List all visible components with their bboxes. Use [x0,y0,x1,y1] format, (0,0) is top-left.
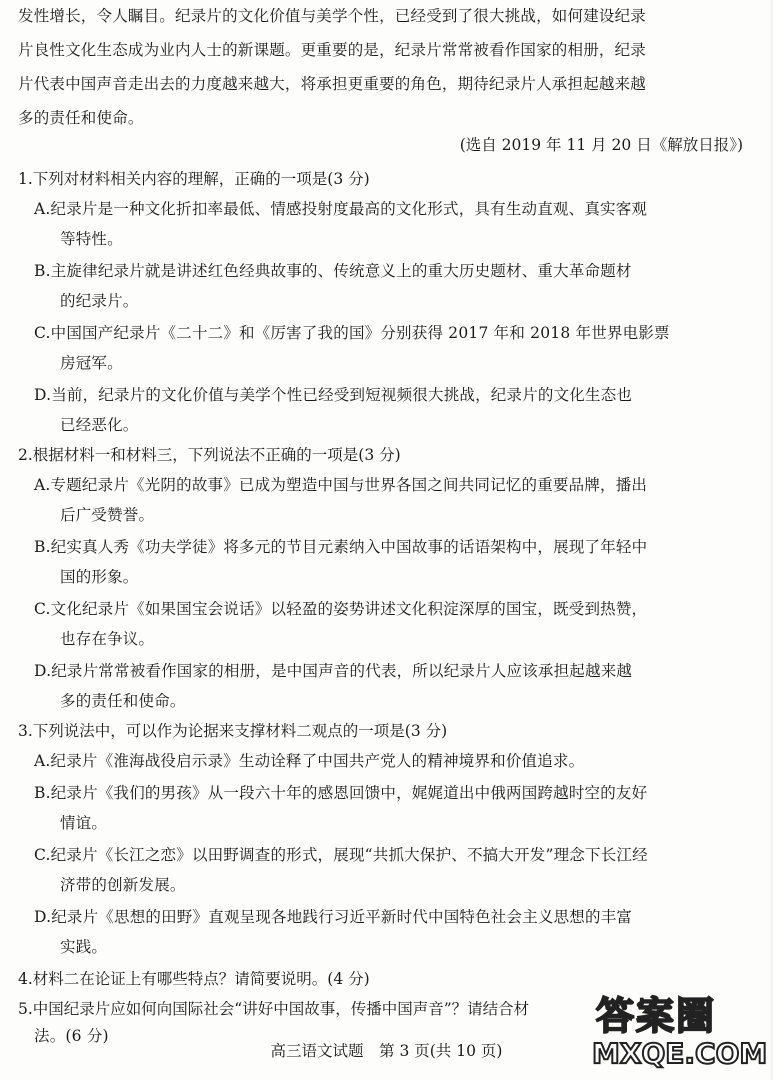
q3-option-b-line-1 [34,778,647,809]
q3-option-d-line-2: 实践。 [60,938,108,956]
q1-option-b-line-2: 的纪录片。 [60,292,139,310]
q3-option-d-line-1 [34,902,632,933]
question-4: 4.材料二在论证上有哪些特点？请简要说明。(4 分) [18,970,370,988]
q1-option-c-label: C. [34,324,51,342]
question-2-stem: 2.根据材料一和材料三，下列说法不正确的一项是(3 分) [18,446,401,464]
q2-option-a-text: 专题纪录片《光阴的故事》已成为塑造中国与世界各国之间共同记忆的重要品牌，播出 [50,476,648,494]
question-1-stem: 1.下列对材料相关内容的理解，正确的一项是(3 分) [18,170,370,188]
q1-option-a-line-1 [34,194,647,225]
q3-option-c-line-2: 济带的创新发展。 [60,876,186,894]
q2-option-c-label: C. [34,600,51,618]
q3-option-c-text: 纪录片《长江之恋》以田野调查的形式，展现“共抓大保护、不搞大开发”理念下长江经 [50,846,648,864]
q1-option-d-line-1 [34,380,632,411]
question-5-line-2: 法。(6 分) [34,1027,109,1045]
question-3-stem: 3.下列说法中，可以作为论据来支撑材料二观点的一项是(3 分) [18,722,448,740]
q1-option-b-text: 主旋律纪录片就是讲述红色经典故事的、传统意义上的重大历史题材、重大革命题材 [50,262,632,280]
q3-option-b-text: 纪录片《我们的男孩》从一段六十年的感恩回馈中，娓娓道出中俄两国跨越时空的友好 [50,784,648,802]
q2-option-a-line-2: 后广受赞誉。 [60,506,155,524]
q3-option-a-label: A. [34,752,51,770]
q2-option-b-line-2: 国的形象。 [60,568,139,586]
watermark-url: MXQE.COM [592,1037,768,1070]
q1-option-c-text: 中国国产纪录片《二十二》和《厉害了我的国》分别获得 2017 年和 2018 年世界电影票 [50,324,670,342]
watermark-title: 答案圈 [596,994,717,1038]
q3-option-a-text: 纪录片《淮海战役启示录》生动诠释了中国共产党人的精神境界和价值追求。 [50,752,585,770]
intro-line-1: 发性增长，令人瞩目。纪录片的文化价值与美学个性，已经受到了很大挑战，如何建设纪录 [18,7,647,25]
watermark-logo [592,985,770,1075]
q1-option-d-text: 当前，纪录片的文化价值与美学个性已经受到短视频很大挑战，纪录片的文化生态也 [51,386,633,404]
q1-option-c-line-1 [34,318,670,349]
q2-option-d-label: D. [34,662,52,680]
q3-option-d-label: D. [34,908,52,926]
q2-option-a-label: A. [34,476,51,494]
q2-option-b-line-1 [34,532,647,563]
q2-option-b-text: 纪实真人秀《功夫学徒》将多元的节目元素纳入中国故事的话语架构中，展现了年轻中 [50,538,648,556]
page-edge-shadow [769,0,773,1080]
q1-option-d-label: D. [34,386,52,404]
q1-option-d-line-2: 已经恶化。 [60,416,139,434]
q2-option-d-line-2: 多的责任和使命。 [60,692,186,710]
intro-line-2: 片良性文化生态成为业内人士的新课题。更重要的是，纪录片常常被看作国家的相册，纪录 [18,41,647,59]
intro-line-4: 多的责任和使命。 [18,109,144,127]
page-footer: 高三语文试题 第 3 页(共 10 页) [270,1042,503,1060]
q1-option-c-line-2: 房冠军。 [60,354,123,372]
q3-option-c-line-1 [34,840,648,871]
q2-option-c-line-2: 也存在争议。 [60,630,155,648]
q3-option-b-line-2: 情谊。 [60,814,108,832]
q1-option-a-text: 纪录片是一种文化折扣率最低、情感投射度最高的文化形式，具有生动直观、真实客观 [50,200,648,218]
q2-option-b-label: B. [34,538,51,556]
q3-option-c-label: C. [34,846,51,864]
q1-option-b-label: B. [34,262,51,280]
q2-option-a-line-1 [34,470,647,501]
q3-option-d-text: 纪录片《思想的田野》直观呈现各地践行习近平新时代中国特色社会主义思想的丰富 [51,908,633,926]
question-5-line-1: 5.中国纪录片应如何向国际社会“讲好中国故事，传播中国声音”？请结合材 [18,1000,530,1018]
q1-option-b-line-1 [34,256,632,287]
q2-option-c-line-1 [34,594,647,625]
q1-option-a-label: A. [34,200,51,218]
q2-option-d-line-1 [34,656,632,687]
q2-option-d-text: 纪录片常常被看作国家的相册，是中国声音的代表，所以纪录片人应该承担起越来越 [51,662,633,680]
source-citation: (选自 2019 年 11 月 20 日《解放日报》) [459,136,743,154]
q1-option-a-line-2: 等特性。 [60,230,123,248]
q3-option-a-line-1 [34,746,584,777]
intro-line-3: 片代表中国声音走出去的力度越来越大，将承担更重要的角色，期待纪录片人承担起越来越 [18,75,647,93]
q3-option-b-label: B. [34,784,51,802]
q2-option-c-text: 文化纪录片《如果国宝会说话》以轻盈的姿势讲述文化积淀深厚的国宝，既受到热赞， [50,600,648,618]
